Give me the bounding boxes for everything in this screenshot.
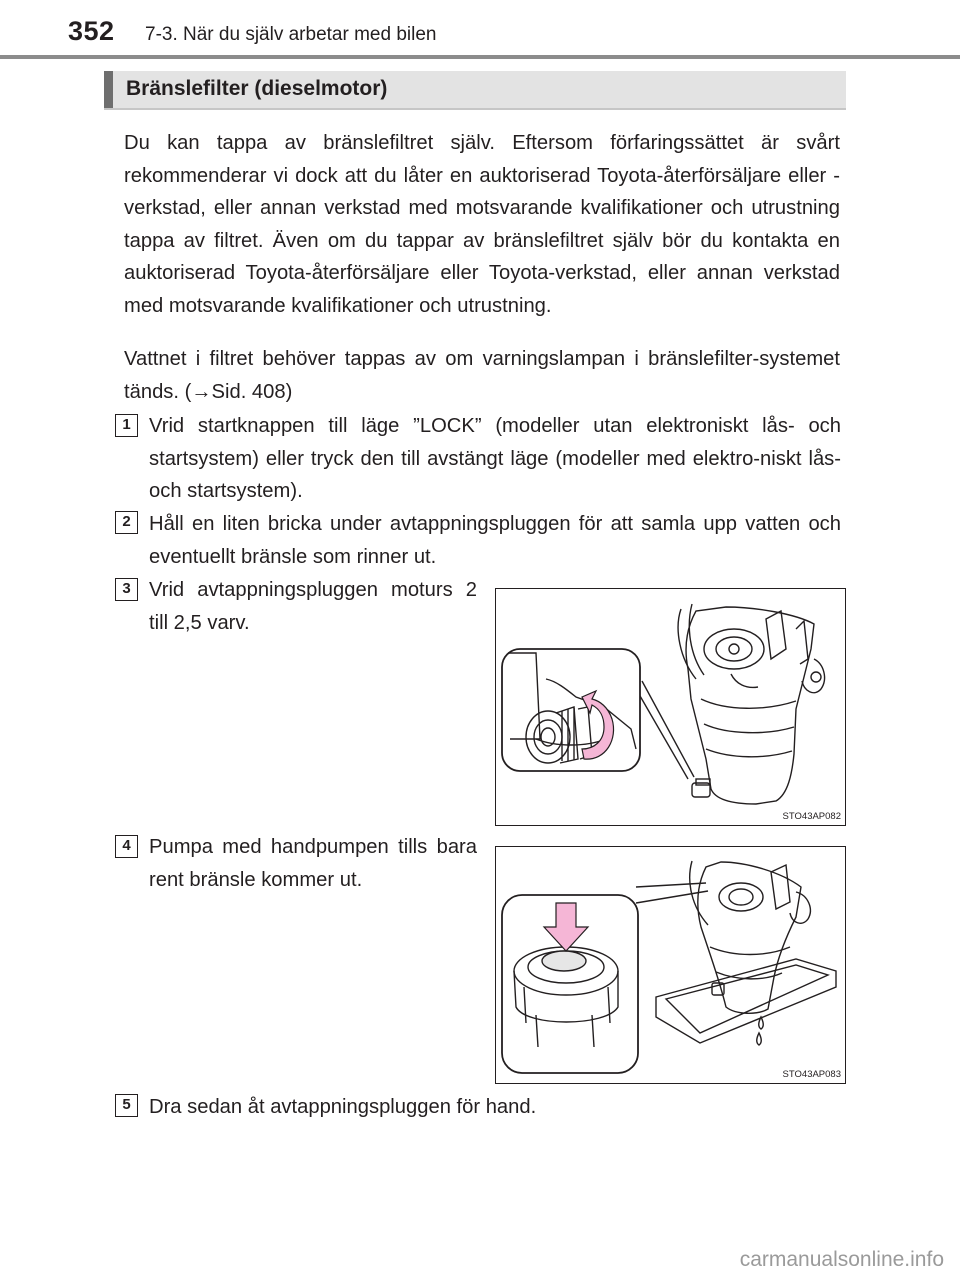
figure-code: STO43AP082 bbox=[782, 811, 841, 822]
chapter-title: 7-3. När du själv arbetar med bilen bbox=[145, 24, 437, 45]
section-heading-bar bbox=[104, 71, 846, 110]
step-number-1: 1 bbox=[115, 414, 138, 437]
step-number-5: 5 bbox=[115, 1094, 138, 1117]
section-accent bbox=[104, 71, 113, 108]
section-title: Bränslefilter (dieselmotor) bbox=[126, 77, 388, 100]
page-number: 352 bbox=[68, 16, 115, 46]
drain-plug-illustration bbox=[496, 589, 845, 825]
intro-paragraph-1: Du kan tappa av bränslefiltret själv. Eftersom förfaringssättet är svårt rekommenderar vi dock att du låter en auktoriserad Toyota-återförsäljare eller -verkstad, eller annan verkstad med motsvarande kvalifikationer och utrustning tappa av filtret. Även om du tappar av bränslefiltret själv bör du kontakta en auktoriserad Toyota-återförsäljare eller Toyota-verkstad, eller annan verkstad med motsvarande kvalifikationer och utrustning. bbox=[124, 132, 840, 317]
intro-paragraph-2: Vattnet i filtret behöver tappas av om varningslampan i bränslefilter-systemet tänds. (→Sid. 408) bbox=[124, 348, 840, 403]
step-text-3: Vrid avtappningspluggen moturs 2 till 2,5 varv. bbox=[149, 579, 477, 634]
header-rule bbox=[0, 55, 960, 59]
step-text-1: Vrid startknappen till läge ”LOCK” (modeller utan elektroniskt lås- och startsystem) eller tryck den till avstängt läge (modeller med elektro-niskt lås- och startsystem). bbox=[149, 415, 841, 502]
step-text-4: Pumpa med handpumpen tills bara rent bränsle kommer ut. bbox=[149, 836, 477, 891]
step-number-3: 3 bbox=[115, 578, 138, 601]
step-number-4: 4 bbox=[115, 835, 138, 858]
watermark: carmanualsonline.info bbox=[739, 1248, 944, 1271]
figure-code: STO43AP083 bbox=[782, 1069, 841, 1080]
hand-pump-illustration bbox=[496, 847, 845, 1083]
step-text-2: Håll en liten bricka under avtappningspluggen för att samla upp vatten och eventuellt bränsle som rinner ut. bbox=[149, 513, 841, 568]
step-text-5: Dra sedan åt avtappningspluggen för hand. bbox=[149, 1096, 537, 1118]
figure-hand-pump bbox=[495, 846, 846, 1084]
figure-drain-plug bbox=[495, 588, 846, 826]
step-number-2: 2 bbox=[115, 511, 138, 534]
